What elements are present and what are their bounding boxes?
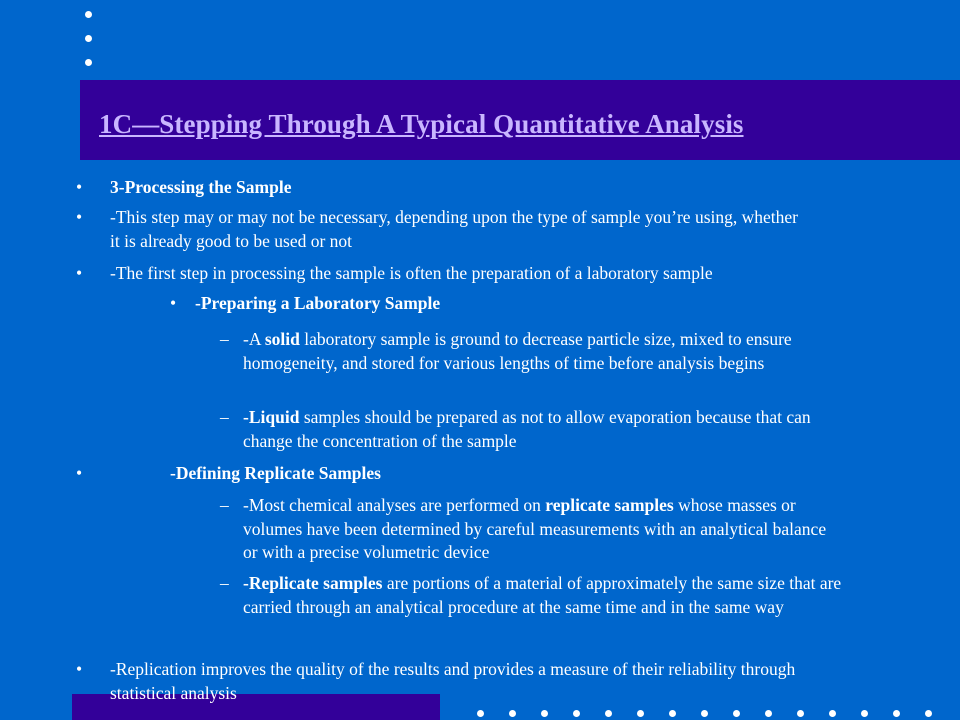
- decor-dot: [797, 710, 804, 717]
- sub-heading: -Preparing a Laboratory Sample: [195, 293, 441, 313]
- decor-dot: [765, 710, 772, 717]
- sub-item-text: -Most chemical analyses are performed on replicate samples whose masses or volumes have been determined by careful measurements with an analytical balance or with a precise volumetric device: [243, 495, 827, 562]
- decor-dot: [669, 710, 676, 717]
- sub-item-text: -Replicate samples are portions of a material of approximately the same size that are carried through an analytical procedure at the same time and in the same way: [243, 573, 842, 617]
- decor-dot: [85, 11, 92, 18]
- decor-dot: [509, 710, 516, 717]
- decor-dot: [829, 710, 836, 717]
- bullet-text: -Replication improves the quality of the results and provides a measure of their reliability through statistical analysis: [110, 659, 796, 703]
- sub-item-text: -Liquid samples should be prepared as not to allow evaporation because that can change the concentration of the sample: [243, 407, 811, 451]
- dash-icon: –: [220, 573, 229, 593]
- dash-icon: –: [220, 329, 229, 349]
- decor-dot: [605, 710, 612, 717]
- decor-dot: [861, 710, 868, 717]
- bullet-heading: 3-Processing the Sample: [110, 177, 292, 197]
- decor-dot: [85, 59, 92, 66]
- bullet-icon: •: [76, 263, 83, 283]
- bullet-icon: •: [76, 177, 83, 197]
- sub-heading: -Defining Replicate Samples: [170, 463, 381, 483]
- decor-dot: [637, 710, 644, 717]
- slide-title: 1C—Stepping Through A Typical Quantitative Analysis: [99, 109, 744, 139]
- dash-icon: –: [220, 407, 229, 427]
- bullet-text: -This step may or may not be necessary, depending upon the type of sample you’re using, whether it is already good to be used or not: [110, 207, 798, 251]
- sub-item-text: -A solid laboratory sample is ground to decrease particle size, mixed to ensure homogeneity, and stored for various lengths of time before analysis begins: [243, 329, 792, 373]
- bullet-icon: •: [76, 463, 83, 483]
- decor-dot: [893, 710, 900, 717]
- decor-dot: [701, 710, 708, 717]
- decor-dot: [573, 710, 580, 717]
- decor-dot: [477, 710, 484, 717]
- bullet-icon: •: [76, 207, 83, 227]
- decor-dot: [85, 35, 92, 42]
- dash-icon: –: [220, 495, 229, 515]
- decor-dot: [541, 710, 548, 717]
- decor-dot: [925, 710, 932, 717]
- bullet-icon: •: [170, 293, 177, 313]
- bullet-text: -The first step in processing the sample is often the preparation of a laboratory sample: [110, 263, 713, 283]
- decor-dot: [733, 710, 740, 717]
- bullet-icon: •: [76, 659, 83, 679]
